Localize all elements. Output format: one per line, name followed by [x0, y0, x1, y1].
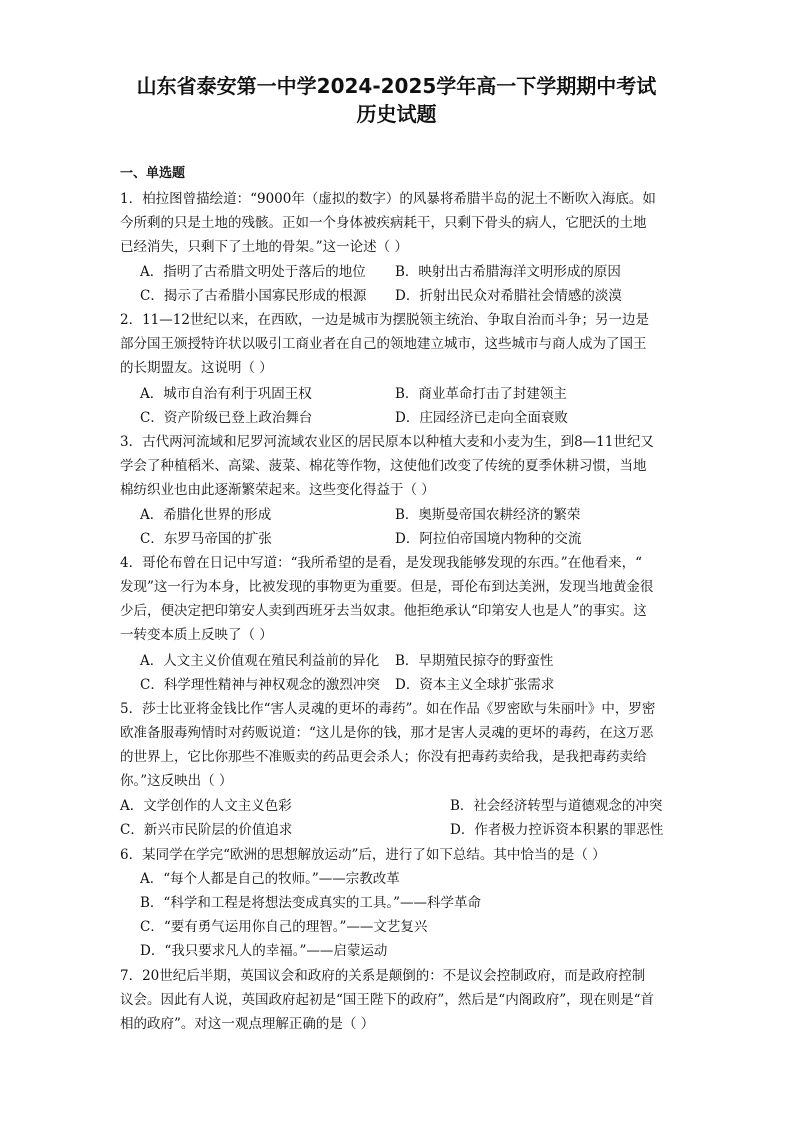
question-2-option-d[interactable]: D．庄园经济已走向全面衰败	[395, 410, 568, 426]
question-3-option-c[interactable]: C．东罗马帝国的扩张	[140, 531, 272, 547]
question-5-line-3: 的世界上，它比你那些不准贩卖的药品更会杀人；你没有把毒药卖给我，是我把毒药卖给	[120, 749, 647, 765]
question-3-option-d[interactable]: D．阿拉伯帝国境内物种的交流	[395, 531, 582, 547]
question-3-line-2: 学会了种植稻米、高粱、菠菜、棉花等作物，这使他们改变了传统的夏季休耕习惯，当地	[120, 458, 647, 474]
question-1-option-b[interactable]: B．映射出古希腊海洋文明形成的原因	[395, 264, 621, 280]
question-1-option-a[interactable]: A．指明了古希腊文明处于落后的地位	[140, 264, 366, 280]
question-4-option-a[interactable]: A．人文主义价值观在殖民利益前的异化	[140, 653, 380, 669]
question-3-line-1: 3．古代两河流域和尼罗河流域农业区的居民原本以种植大麦和小麦为生，到8—11世纪又	[120, 434, 654, 450]
question-1-line-2: 今所剩的只是土地的残骸。正如一个身体被疾病耗干，只剩下骨头的病人，它肥沃的土地	[120, 215, 647, 231]
question-7-line-3: 相的政府”。对这一观点理解正确的是（ ）	[120, 1016, 375, 1032]
question-5-option-d[interactable]: D．作者极力控诉资本积累的罪恶性	[450, 822, 664, 838]
question-5-line-4: 你。”这反映出（ ）	[120, 773, 233, 789]
exam-title: 山东省泰安第一中学2024-2025学年高一下学期期中考试	[136, 74, 657, 98]
question-4-option-d[interactable]: D．资本主义全球扩张需求	[395, 677, 555, 693]
question-6-line-1: 6．某同学在学完“欧洲的思想解放运动”后，进行了如下总结。其中恰当的是（ ）	[120, 847, 606, 863]
question-2-line-1: 2．11—12世纪以来，在西欧，一边是城市为摆脱领主统治、争取自治而斗争；另一边是	[120, 312, 649, 328]
section-heading: 一、单选题	[120, 166, 186, 181]
question-2-option-b[interactable]: B．商业革命打击了封建领主	[395, 386, 567, 402]
question-1-line-3: 已经消失，只剩下了土地的骨架。”这一论述（ ）	[120, 239, 408, 255]
question-5-line-1: 5．莎士比亚将金钱比作“害人灵魂的更坏的毒药”。如在作品《罗密欧与朱丽叶》中，罗密	[120, 701, 656, 717]
question-6-option-d[interactable]: D．“我只要求凡人的幸福。”——启蒙运动	[140, 943, 388, 959]
question-4-option-b[interactable]: B．早期殖民掠夺的野蛮性	[395, 653, 554, 669]
question-5-option-c[interactable]: C．新兴市民阶层的价值追求	[120, 822, 293, 838]
question-4-line-1: 4．哥伦布曾在日记中写道：“我所希望的是看，是发现我能够发现的东西。”在他看来，“	[120, 555, 643, 571]
question-2-line-3: 的长期盟友。这说明（ ）	[120, 360, 273, 376]
question-5-option-b[interactable]: B．社会经济转型与道德观念的冲突	[450, 798, 663, 814]
question-6-option-c[interactable]: C．“要有勇气运用你自己的理智。”——文艺复兴	[140, 919, 428, 935]
question-3-option-b[interactable]: B．奥斯曼帝国农耕经济的繁荣	[395, 507, 581, 523]
question-4-line-4: 一转变本质上反映了（ ）	[120, 627, 273, 643]
question-6-option-b[interactable]: B．“科学和工程是将想法变成真实的工具。”——科学革命	[140, 895, 481, 911]
question-2-option-a[interactable]: A．城市自治有利于巩固王权	[140, 386, 312, 402]
question-1-option-c[interactable]: C．揭示了古希腊小国寡民形成的根源	[140, 288, 367, 304]
question-1-line-1: 1．柏拉图曾描绘道：“9000年（虚拟的数字）的风暴将希腊半岛的泥土不断吹入海底。如	[120, 191, 656, 207]
question-4-line-3: 少后，便决定把印第安人卖到西班牙去当奴隶。他拒绝承认“印第安人也是人”的事实。这	[120, 603, 647, 619]
question-3-line-3: 棉纺织业也由此逐渐繁荣起来。这些变化得益于（ ）	[120, 482, 435, 498]
question-2-option-c[interactable]: C．资产阶级已登上政治舞台	[140, 410, 313, 426]
question-3-option-a[interactable]: A．希腊化世界的形成	[140, 507, 272, 523]
question-1-option-d[interactable]: D．折射出民众对希腊社会情感的淡漠	[395, 288, 622, 304]
question-4-line-2: 发现”这一行为本身，比被发现的事物更为重要。但是，哥伦布到达美洲，发现当地黄金很	[120, 579, 654, 595]
question-5-line-2: 欧准备服毒殉情时对药贩说道：“这儿是你的钱，那才是害人灵魂的更坏的毒药，在这万恶	[120, 725, 654, 741]
question-7-line-1: 7．20世纪后半期，英国议会和政府的关系是颠倒的：不是议会控制政府，而是政府控制	[120, 968, 646, 984]
question-5-option-a[interactable]: A．文学创作的人文主义色彩	[120, 798, 292, 814]
question-2-line-2: 部分国王颁授特许状以吸引工商业者在自己的领地建立城市，这些城市与商人成为了国王	[120, 336, 647, 352]
exam-subtitle: 历史试题	[356, 102, 437, 126]
question-6-option-a[interactable]: A．“每个人都是自己的牧师。”——宗教改革	[140, 871, 400, 887]
question-7-line-2: 议会。因此有人说，英国政府起初是“国王陛下的政府”，然后是“内阁政府”，现在则是“首	[120, 992, 655, 1008]
question-4-option-c[interactable]: C．科学理性精神与神权观念的激烈冲突	[140, 677, 380, 693]
